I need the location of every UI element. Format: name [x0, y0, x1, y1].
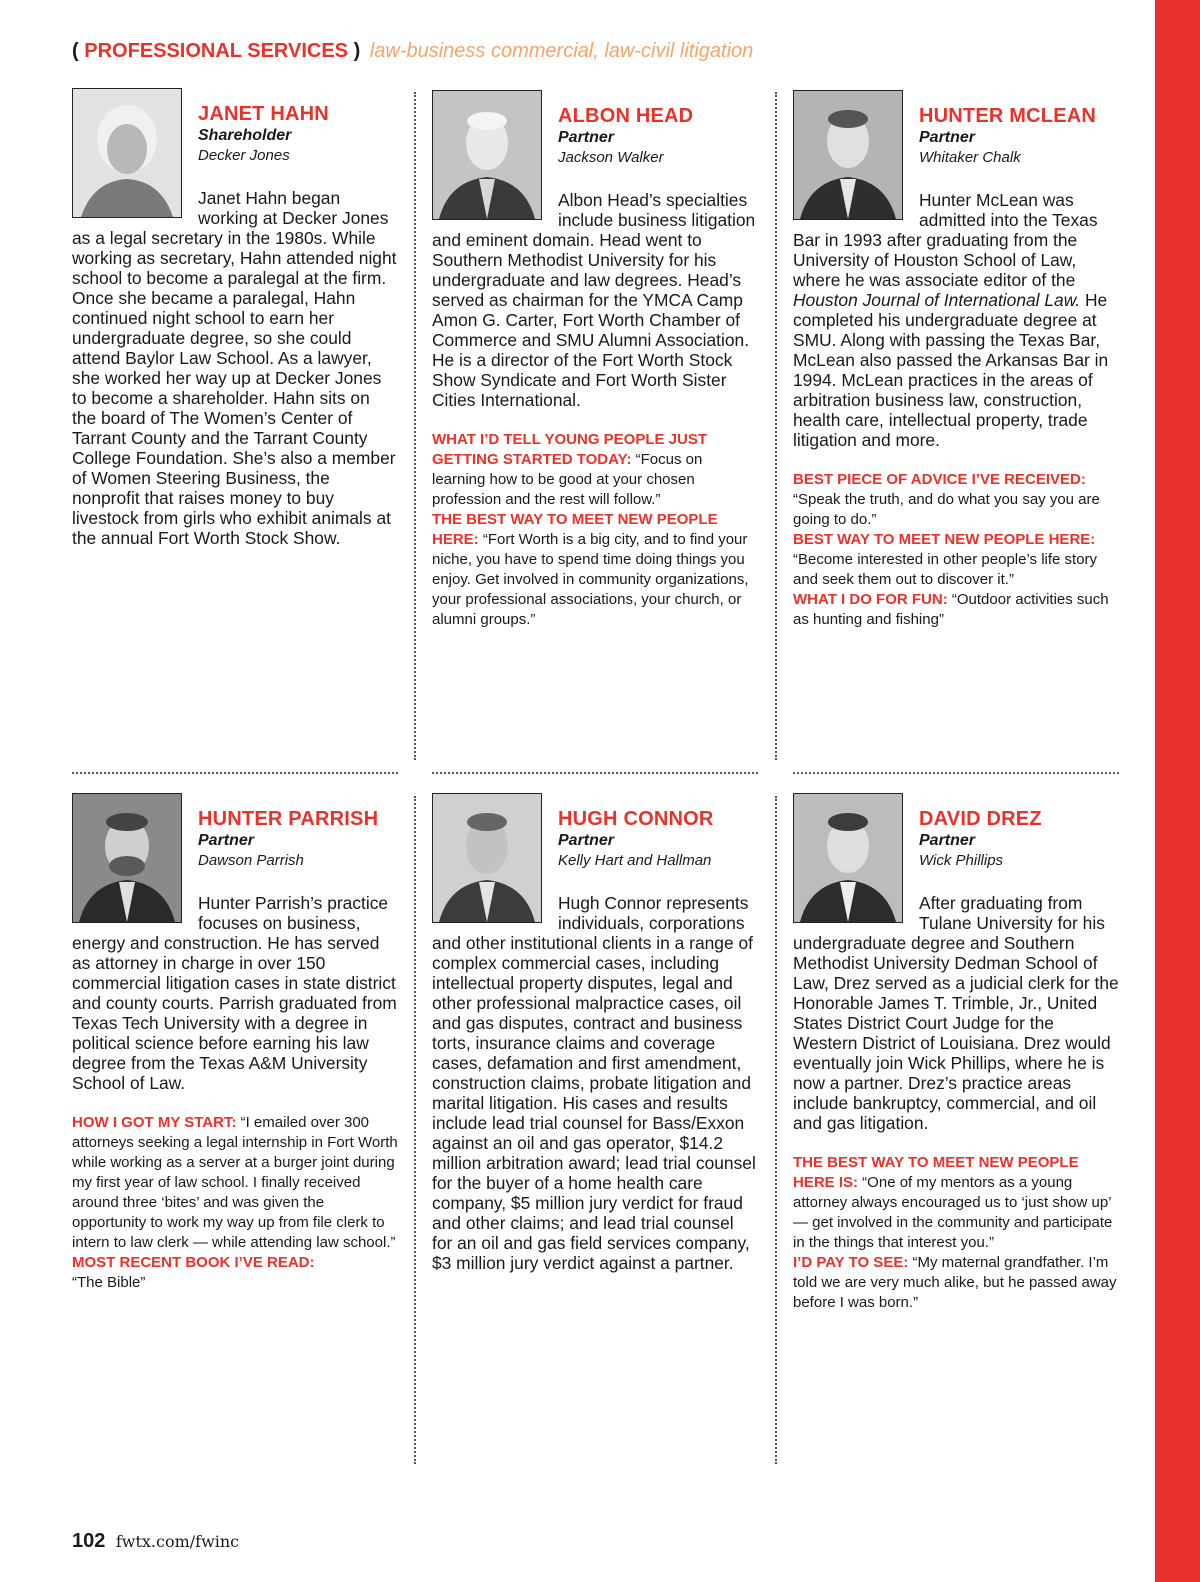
- qa-item: [72, 1253, 398, 1293]
- row-divider: [793, 772, 1119, 774]
- qa-answer: “The Bible”: [72, 1274, 146, 1291]
- person-bio: Hunter Parrish’s practice focuses on business, energy and construction. He has served as attorney in charge in over 150 commercial litigation cases in state district and county courts. Parrish graduated from Texas Tech University with a degree in political science before earning his law degree from the Texas A&M University School of Law.: [72, 893, 397, 1093]
- profile-hunter-mclean: [793, 90, 1119, 630]
- person-name: JANET HAHN: [198, 103, 329, 125]
- header-close-paren: ): [353, 40, 361, 62]
- person-firm: Kelly Hart and Hallman: [558, 852, 712, 869]
- qa-answer: “One of my mentors as a young attorney always encouraged us to ‘just show up’ — get involved in the community and participate in the things that interest you.”: [793, 1174, 1113, 1251]
- person-firm: Decker Jones: [198, 147, 290, 164]
- section-categories: law-business commercial, law-civil litigation: [369, 40, 754, 62]
- qa-question: I’D PAY TO SEE:: [793, 1254, 909, 1271]
- person-title: Partner: [198, 832, 255, 849]
- qa-answer: “Outdoor activities such as hunting and fishing”: [793, 591, 1109, 628]
- qa-item: [793, 1253, 1119, 1313]
- qa-item: [432, 430, 758, 510]
- person-title: Partner: [919, 129, 976, 146]
- qa-question: BEST WAY TO MEET NEW PEOPLE HERE:: [793, 531, 1096, 548]
- person-firm: Wick Phillips: [919, 852, 1004, 869]
- person-name: HUNTER MCLEAN: [919, 105, 1097, 127]
- column-divider: [414, 92, 416, 760]
- person-firm: Dawson Parrish: [198, 852, 304, 869]
- person-title: Partner: [919, 832, 976, 849]
- profile-hunter-parrish: [72, 793, 398, 1293]
- portrait-photo: [432, 90, 542, 220]
- person-title: Shareholder: [198, 127, 292, 144]
- row-divider: [432, 772, 758, 774]
- qa-question: THE BEST WAY TO MEET NEW PEOPLE HERE IS:: [793, 1154, 1079, 1191]
- column-divider: [775, 92, 777, 760]
- header-open-paren: (: [72, 40, 79, 62]
- qa-answer: “Fort Worth is a big city, and to find your niche, you have to spend time doing things you enjoy. Get involved in community organizations, your professional associations, your church, or alumni groups.”: [432, 531, 749, 628]
- bio-text: He completed his undergraduate degree at SMU. Along with passing the Texas Bar, McLean also passed the Arkansas Bar in 1994. McLean practices in the areas of arbitration business law, construction, health care, intellectual property, trade litigation and more.: [793, 290, 1109, 450]
- row-divider: [72, 772, 398, 774]
- qa-item: [793, 530, 1119, 590]
- qa-question: THE BEST WAY TO MEET NEW PEOPLE HERE:: [432, 511, 718, 548]
- person-name: HUGH CONNOR: [558, 808, 714, 830]
- section-header: [72, 40, 753, 63]
- qa-answer: “Become interested in other people’s life story and seek them out to discover it.”: [793, 551, 1098, 588]
- person-title: Partner: [558, 129, 615, 146]
- qa-question: WHAT I DO FOR FUN:: [793, 591, 948, 608]
- person-bio: Janet Hahn began working at Decker Jones as a legal secretary in the 1980s. While working as secretary, Hahn attended night school to become a paralegal at the firm. Once she became a paralegal, Hahn continued night school to earn her undergraduate degree, so she could attend Baylor Law School. As a lawyer, she worked her way up at Decker Jones to become a shareholder. Hahn sits on the board of The Women’s Center of Tarrant County and the Tarrant County College Foundation. She’s also a member of Women Steering Business, the nonprofit that raises money to buy livestock from girls who exhibit animals at the annual Fort Worth Stock Show.: [72, 188, 397, 548]
- profile-hugh-connor: [432, 793, 758, 1273]
- person-firm: Whitaker Chalk: [919, 149, 1021, 166]
- portrait-photo: [432, 793, 542, 923]
- portrait-photo: [793, 90, 903, 220]
- person-bio: [793, 190, 1119, 450]
- page-number: 102: [72, 1530, 106, 1552]
- qa-item: [793, 590, 1119, 630]
- qa-answer: “I emailed over 300 attorneys seeking a legal internship in Fort Worth while working as a server at a burger joint during my first year of law school. I finally received around three ‘bites’ and was given the opportunity to work my way up from file clerk to intern to law clerk — while attending law school.”: [72, 1114, 398, 1251]
- qa-question: BEST PIECE OF ADVICE I’VE RECEIVED:: [793, 471, 1086, 488]
- person-name: HUNTER PARRISH: [198, 808, 379, 830]
- person-title: Partner: [558, 832, 615, 849]
- profile-david-drez: [793, 793, 1119, 1313]
- qa-item: [793, 1153, 1119, 1253]
- portrait-photo: [72, 793, 182, 923]
- site-url: fwtx.com/fwinc: [115, 1532, 240, 1551]
- person-firm: Jackson Walker: [558, 149, 664, 166]
- person-name: ALBON HEAD: [558, 105, 694, 127]
- qa-answer: “Focus on learning how to be good at your chosen profession and the rest will follow.”: [432, 451, 703, 508]
- person-bio: Hugh Connor represents individuals, corporations and other institutional clients in a range of complex commercial cases, including intellectual property disputes, legal and other professional malpractice cases, oil and gas disputes, contract and business torts, insurance claims and coverage cases, defamation and first amendment, construction claims, probate litigation and marital litigation. His cases and results include lead trial counsel for Bass/Exxon against an oil and gas operator, $14.2 million arbitration award; lead trial counsel for the buyer of a home health care company, $5 million jury verdict for fraud and other claims; and lead trial counsel for an oil and gas field services company, $3 million jury verdict against a partner.: [432, 893, 756, 1273]
- qa-answer: “My maternal grandfather. I’m told we are very much alike, but he passed away before I was born.”: [793, 1254, 1117, 1311]
- qa-answer: “Speak the truth, and do what you say you are going to do.”: [793, 491, 1100, 528]
- qa-question: MOST RECENT BOOK I’VE READ:: [72, 1254, 315, 1271]
- qa-item: [72, 1113, 398, 1253]
- qa-question: HOW I GOT MY START:: [72, 1114, 237, 1131]
- portrait-photo: [72, 88, 182, 218]
- column-divider: [414, 796, 416, 1464]
- journal-title: Houston Journal of International Law.: [793, 290, 1081, 310]
- person-bio: After graduating from Tulane University for his undergraduate degree and Southern Methodist University Dedman School of Law, Drez served as a judicial clerk for the Honorable James T. Trimble, Jr., United States District Court Judge for the Western District of Louisiana. Drez would eventually join Wick Phillips, where he is now a partner. Drez’s practice areas include bankruptcy, commercial, and oil and gas litigation.: [793, 893, 1119, 1133]
- bio-text: Hunter McLean was admitted into the Texas Bar in 1993 after graduating from the University of Houston School of Law, where he was associate editor of the: [793, 190, 1098, 290]
- column-divider: [775, 796, 777, 1464]
- profile-albon-head: [432, 90, 758, 630]
- portrait-photo: [793, 793, 903, 923]
- section-title: PROFESSIONAL SERVICES: [84, 40, 349, 62]
- page-footer: [72, 1530, 239, 1553]
- person-name: DAVID DREZ: [919, 808, 1042, 830]
- red-edge-bar: [1155, 0, 1200, 1582]
- profile-janet-hahn: [72, 88, 398, 548]
- qa-item: [432, 510, 758, 630]
- qa-item: [793, 470, 1119, 530]
- qa-question: WHAT I’D TELL YOUNG PEOPLE JUST GETTING STARTED TODAY:: [432, 431, 708, 468]
- person-bio: Albon Head’s specialties include business litigation and eminent domain. Head went to Southern Methodist University for his undergraduate and law degrees. Head’s served as chairman for the YMCA Camp Amon G. Carter, Fort Worth Chamber of Commerce and SMU Alumni Association. He is a director of the Fort Worth Stock Show Syndicate and Fort Worth Sister Cities International.: [432, 190, 756, 410]
